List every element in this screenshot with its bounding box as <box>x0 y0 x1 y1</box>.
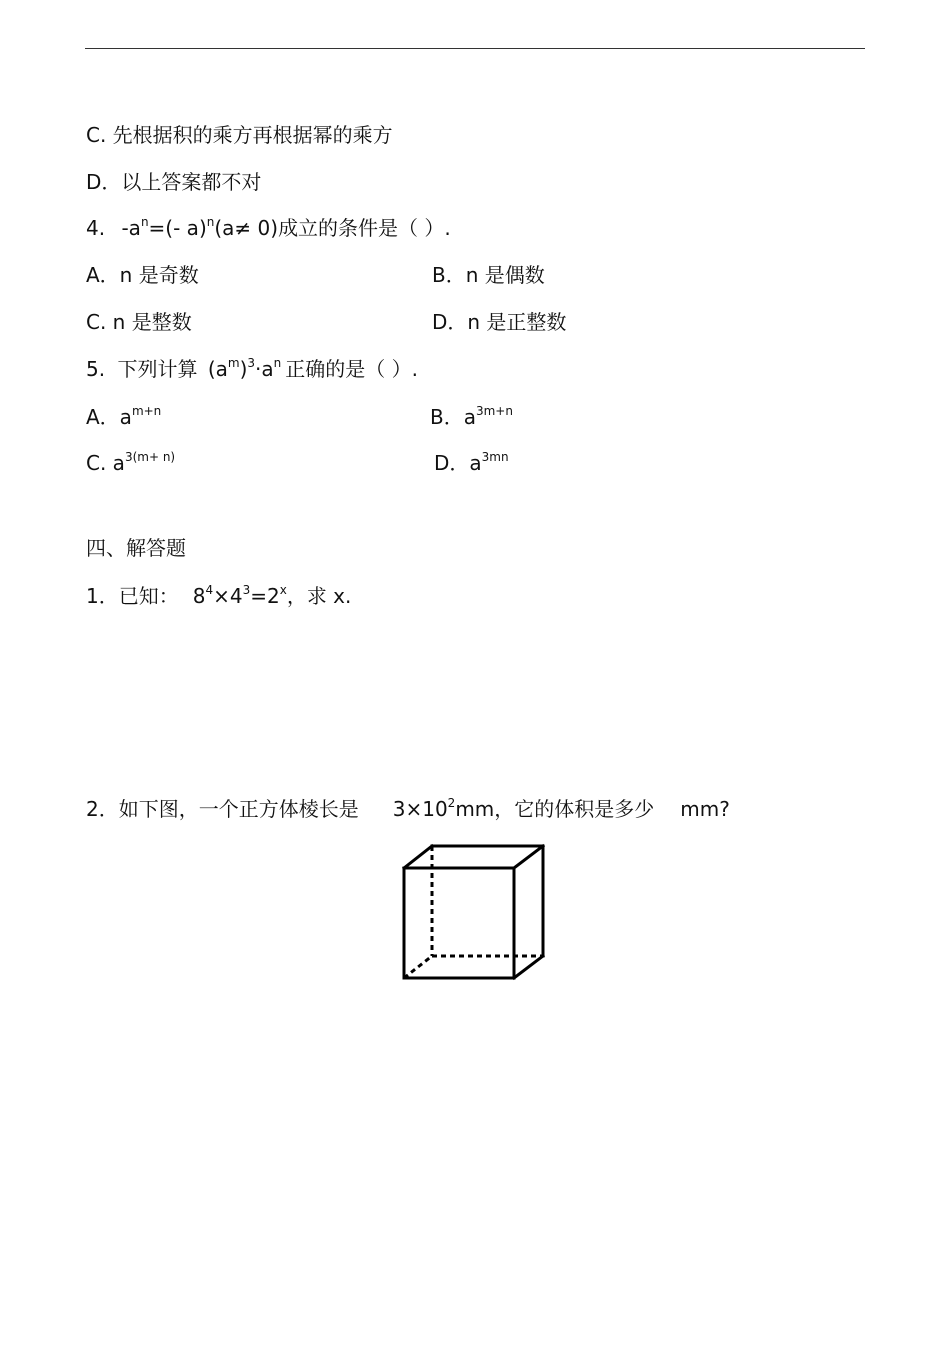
p1-exp1: 4 <box>205 583 214 597</box>
section-heading: 四、解答题 <box>86 536 186 560</box>
q5-option-a-label: A．a <box>86 405 132 429</box>
p2-text1: 2．如下图，一个正方体棱长是 <box>86 797 359 821</box>
q5-option-b-exp: 3m+n <box>475 404 513 418</box>
q4-eq: =(- a) <box>148 216 207 240</box>
p1-tail: ，求 x. <box>286 584 352 608</box>
p1-prefix: 1．已知： <box>86 584 179 608</box>
q4-option-b: B．n 是偶数 <box>432 263 545 287</box>
q4-option-c: C. n 是整数 <box>86 310 192 334</box>
q4-option-d: D．n 是正整数 <box>432 310 567 334</box>
q5-base: (a <box>207 357 228 381</box>
q4-exp-n2: n <box>206 215 215 229</box>
q4-exp-n1: n <box>140 215 149 229</box>
problem-1 <box>86 583 351 612</box>
q5-close: ) <box>239 357 248 381</box>
q5-stem <box>86 356 418 385</box>
q5-option-c-exp: 3(m+ n) <box>124 450 176 464</box>
q3-option-d: D．以上答案都不对 <box>86 170 262 194</box>
header-rule <box>85 48 865 49</box>
q5-text1: 下列计算 <box>117 357 198 381</box>
q5-exp-m: m <box>227 356 240 370</box>
p2-exp: 2 <box>447 796 456 810</box>
q4-lhs: -a <box>121 216 141 240</box>
p1-exp2: 3 <box>242 583 251 597</box>
q5-option-d-label: D．a <box>434 451 482 475</box>
q4-cond: (a≠ 0) <box>214 216 279 240</box>
cube-edge-tr <box>514 846 543 868</box>
q5-option-b <box>430 404 513 433</box>
p1-base: 8 <box>192 584 206 608</box>
q5-option-c <box>86 450 175 479</box>
problem-2 <box>86 796 730 825</box>
q4-stem <box>86 215 451 244</box>
q5-option-b-label: B．a <box>430 405 476 429</box>
cube-front-face <box>404 868 514 978</box>
q4-number: 4. <box>86 216 106 240</box>
p2-unit: mm，它的体积是多少 <box>455 797 655 821</box>
q5-exp-3: 3 <box>247 356 256 370</box>
p2-tail: mm? <box>680 797 730 821</box>
q5-number: 5. <box>86 357 106 381</box>
q5-option-d-exp: 3mn <box>481 450 509 464</box>
q5-option-c-label: C. a <box>86 451 125 475</box>
q4-option-a: A．n 是奇数 <box>86 263 199 287</box>
p2-val: 3×10 <box>392 797 448 821</box>
q5-text2: 正确的是（ ）. <box>285 357 418 381</box>
q5-exp-n: n <box>273 356 282 370</box>
cube-edge-br <box>514 956 543 978</box>
p1-exp3: x <box>279 583 287 597</box>
q5-option-a <box>86 404 161 433</box>
q5-dot-a: ·a <box>255 357 274 381</box>
cube-edge-tl <box>404 846 432 868</box>
p1-mul: ×4 <box>213 584 243 608</box>
cube-hidden-diagonal <box>404 956 432 978</box>
p1-eq: =2 <box>250 584 280 608</box>
q4-text: 成立的条件是（ ）. <box>278 216 451 240</box>
q3-option-c: C. 先根据积的乘方再根据幂的乘方 <box>86 123 393 147</box>
q5-option-d <box>434 450 509 479</box>
cube-figure <box>395 838 555 988</box>
q5-option-a-exp: m+n <box>131 404 162 418</box>
